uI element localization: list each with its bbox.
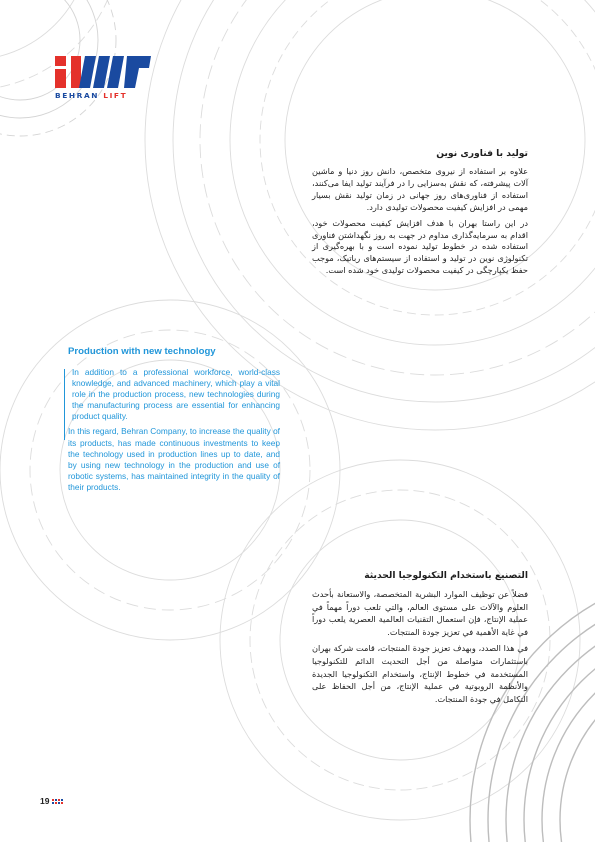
english-section — [68, 346, 280, 497]
page-number-text: 19 — [40, 796, 50, 806]
logo-mark-icon — [55, 56, 151, 88]
page-dot — [61, 802, 63, 804]
page-dot — [55, 799, 57, 801]
persian-paragraph: علاوه بر استفاده از نیروی متخصص، دانش روز دنیا و ماشین آلات پیشرفته، که نقش به‌سزایی را در فرآیند تولید ایفا می‌کنند، استفاده از فناوری‌های روز جهانی در زمان تولید نقش بسیار مهمی در افزایش کیفیت محصولات تولیدی دارد. — [312, 166, 528, 212]
page-dot — [52, 802, 54, 804]
page-dot — [55, 802, 57, 804]
logo-word-behran: BEHRAN — [55, 91, 100, 100]
logo-word-lift: LIFT — [103, 91, 128, 100]
english-paragraph: In this regard, Behran Company, to increase the quality of its products, has made continuous investments to keep the technology used in production lines up to date, and by using new technology in the production and use of robotic systems, has maintained integrity in the quality of their products. — [68, 426, 280, 492]
page-dots-icon — [52, 799, 63, 804]
logo-wordmark — [55, 91, 153, 100]
english-paragraph: In addition to a professional workforce, world-class knowledge, and advanced machinery, which play a vital role in the production process, new technologies during the manufacturing process are essential for enhancing product quality. — [72, 367, 280, 422]
arabic-section — [312, 570, 528, 709]
arabic-paragraph: فضلاً عن توظيف الموارد البشرية المتخصصة، والاستعانة بأحدث العلوم والآلات على مستوى العالم، والتي تلعب دوراً مهماً في عملية الإنتاج، فإن استعمال التقنيات العالمية العصرية يلعب دوراً في غاية الأهمية في تعزيز جودة المنتجات. — [312, 589, 528, 637]
page-dot — [52, 799, 54, 801]
behran-lift-logo — [55, 56, 153, 100]
persian-paragraph: در این راستا بهران با هدف افزایش کیفیت محصولات خود، اقدام به سرمایه‌گذاری مداوم در جهت به روز نگهداشتن فناوری استفاده شده در خطوط تولید نموده است و با بهره‌گیری از تکنولوژی نوین در تولید و استفاده از سیستم‌های رباتیک، موجب حفظ یکپارچگی در کیفیت محصولات تولیدی خود شده است. — [312, 217, 528, 276]
page-dot — [58, 799, 60, 801]
persian-title: تولید با فناوری نوین — [436, 148, 528, 159]
page-dot — [58, 802, 60, 804]
arabic-paragraph: في هذا الصدد، وبهدف تعزيز جودة المنتجات، قامت شركة بهران باستثمارات متواصلة من أجل التحديث الدائم للتكنولوجيا المستخدمة في خطوط الإنتاج، واستخدام التكنولوجيا الجديدة والأنظمة الروبوتية في عملية الإنتاج، من أجل الحفاظ على التكامل في جودة المنتجات. — [312, 643, 528, 704]
arabic-title: التصنيع باستخدام التكنولوجيا الحديثة — [364, 570, 528, 581]
page-dot — [61, 799, 63, 801]
persian-section — [312, 148, 528, 281]
english-accent-bar — [64, 369, 65, 440]
page-number — [40, 796, 63, 806]
english-title: Production with new technology — [68, 346, 216, 357]
